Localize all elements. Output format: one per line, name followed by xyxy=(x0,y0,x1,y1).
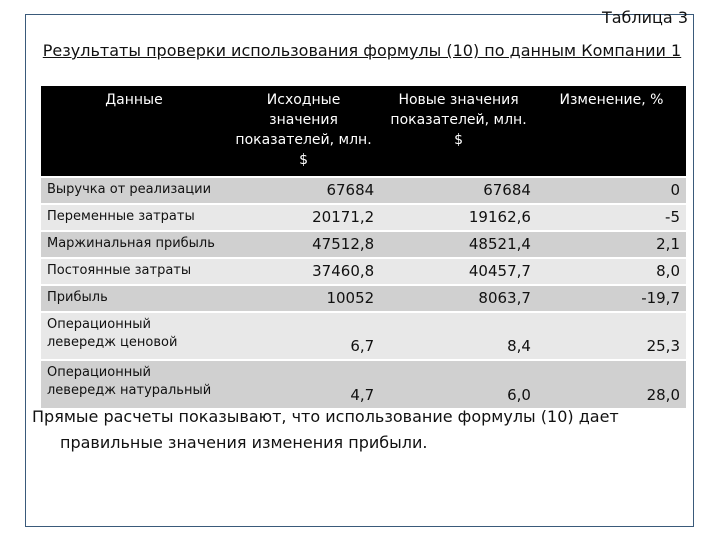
row-new: 67684 xyxy=(380,177,537,204)
row-label: Операционный левередж натуральный xyxy=(41,360,227,408)
header-new: Новые значения показателей, млн. $ xyxy=(380,86,537,177)
row-new: 48521,4 xyxy=(380,231,537,258)
table-row xyxy=(41,285,686,312)
row-change: 25,3 xyxy=(537,312,686,360)
results-table xyxy=(41,86,686,408)
row-new: 8,4 xyxy=(380,312,537,360)
row-change: -19,7 xyxy=(537,285,686,312)
table-row xyxy=(41,177,686,204)
row-new: 6,0 xyxy=(380,360,537,408)
table-row xyxy=(41,204,686,231)
row-original: 20171,2 xyxy=(227,204,380,231)
row-original: 4,7 xyxy=(227,360,380,408)
header-change: Изменение, % xyxy=(537,86,686,177)
row-label: Выручка от реализации xyxy=(41,177,227,204)
table-number: Таблица 3 xyxy=(601,8,688,27)
row-label: Переменные затраты xyxy=(41,204,227,231)
row-change: 2,1 xyxy=(537,231,686,258)
table-title: Результаты проверки использования формулы (10) по данным Компании 1 xyxy=(42,41,682,60)
conclusion-line-2: правильные значения изменения прибыли. xyxy=(60,433,428,452)
table-row xyxy=(41,231,686,258)
row-new: 40457,7 xyxy=(380,258,537,285)
conclusion-text xyxy=(32,404,672,456)
header-original: Исходные значения показателей, млн. $ xyxy=(227,86,380,177)
header-data: Данные xyxy=(41,86,227,177)
conclusion-line-1: Прямые расчеты показывают, что использование формулы (10) дает xyxy=(32,407,619,426)
row-change: 28,0 xyxy=(537,360,686,408)
row-new: 19162,6 xyxy=(380,204,537,231)
row-original: 37460,8 xyxy=(227,258,380,285)
row-new: 8063,7 xyxy=(380,285,537,312)
row-label: Операционный левередж ценовой xyxy=(41,312,227,360)
header-row xyxy=(41,86,686,177)
table-row xyxy=(41,312,686,360)
row-label: Прибыль xyxy=(41,285,227,312)
row-original: 47512,8 xyxy=(227,231,380,258)
row-original: 6,7 xyxy=(227,312,380,360)
row-change: -5 xyxy=(537,204,686,231)
table-row xyxy=(41,258,686,285)
row-change: 8,0 xyxy=(537,258,686,285)
row-change: 0 xyxy=(537,177,686,204)
row-original: 10052 xyxy=(227,285,380,312)
row-label: Маржинальная прибыль xyxy=(41,231,227,258)
table-row xyxy=(41,360,686,408)
row-label: Постоянные затраты xyxy=(41,258,227,285)
row-original: 67684 xyxy=(227,177,380,204)
